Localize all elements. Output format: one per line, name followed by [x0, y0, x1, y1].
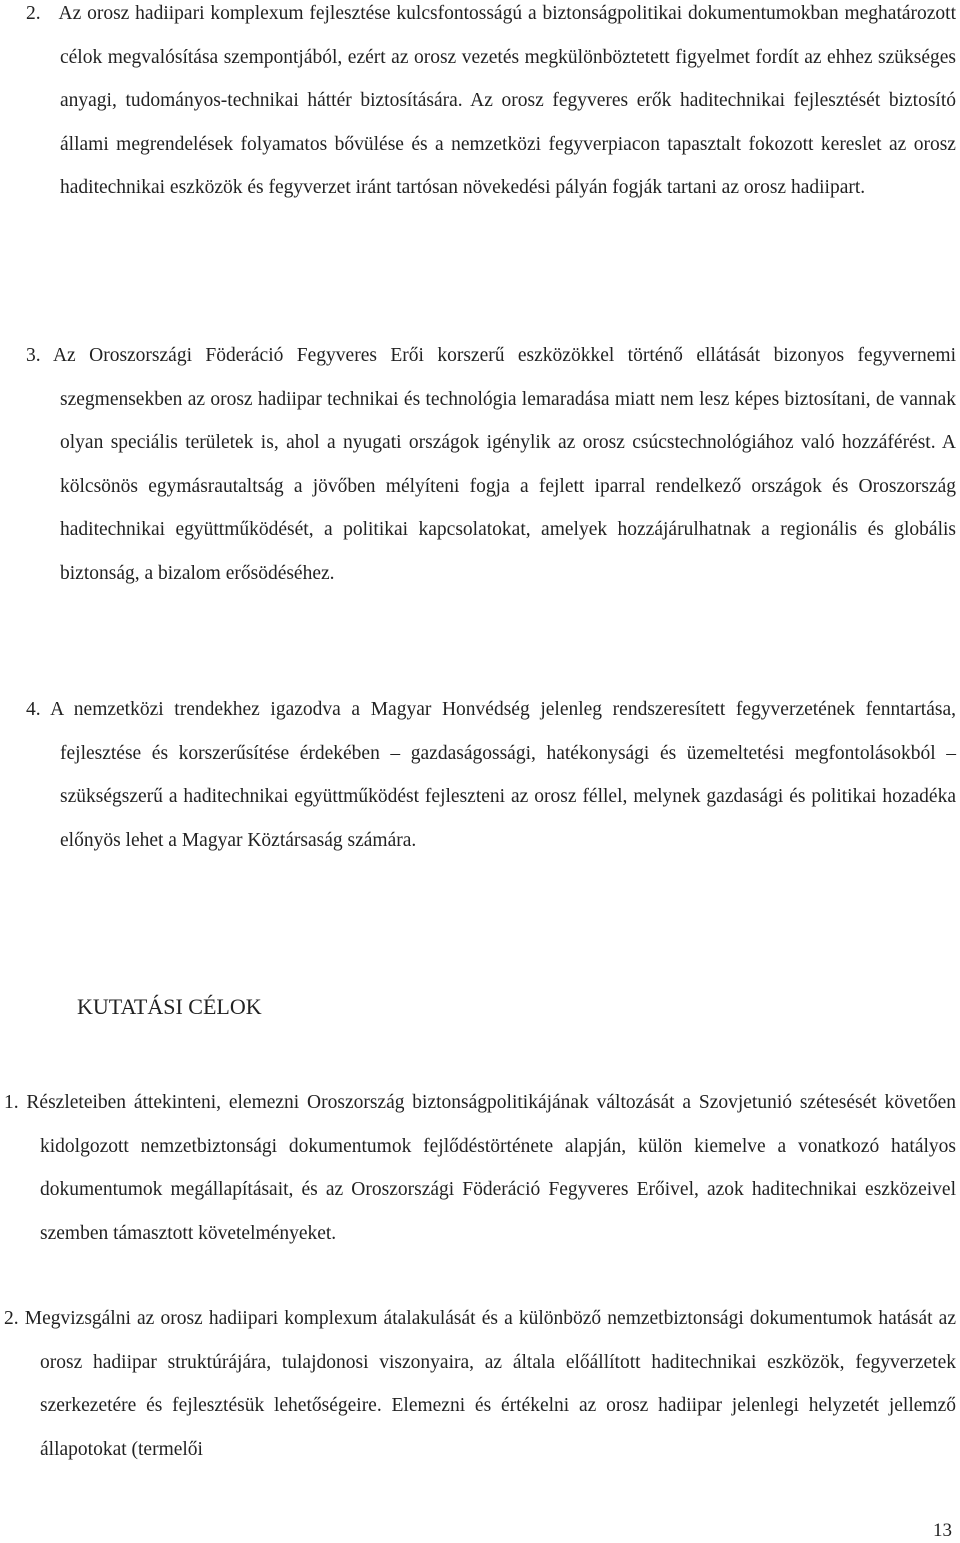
bold-phrase: külön kiemelve	[637, 1135, 766, 1157]
section-heading: KUTATÁSI CÉLOK	[77, 994, 262, 1019]
page-number: 13	[933, 1520, 952, 1541]
bold-phrase: Az orosz hadiipari komplexum fejlesztése kulcsfontosságú	[58, 3, 523, 24]
text-run: a vonatkozó hatályos dokumentumok megállapításait, és az Oroszországi Föderáció Fegyveres Erőivel, azok haditechnikai eszközeivel szemben támasztott követelményeket.	[40, 1135, 956, 1244]
text-run: .	[860, 177, 866, 198]
paragraph-3	[26, 334, 956, 595]
bold-phrase: a regionális és globális biztonság, a bizalom erősödéséhez.	[60, 519, 956, 584]
text-run: folyamatos bővülése és a	[233, 133, 452, 155]
text-run: az orosz hadiipar jelenlegi helyzetét jellemző állapotokat (termelői	[40, 1395, 956, 1460]
text-run: – gazdaságossági, hatékonysági és üzemeltetési megfontolásokból –	[379, 742, 957, 764]
paragraph-2	[26, 0, 956, 210]
text-run: melynek gazdasági és politikai hozadéka előnyös lehet a Magyar Köztársaság számára.	[60, 786, 956, 851]
bold-phrase: Elemezni	[391, 1395, 466, 1416]
bold-phrase: A kölcsönös egymásrautaltság a jövőben mélyíteni fogja a fejlett iparral rendelkező országok és Oroszország haditechnikai együttműködését,	[60, 432, 956, 540]
goal-number: 2.	[4, 1308, 19, 1329]
goal-number: 1.	[4, 1092, 19, 1113]
paragraph-number: 4.	[26, 699, 41, 720]
text-run: Oroszország biztonságpolitikájának változását a Szovjetunió szétesését követően kidolgozott nemzetbiztonsági dokumentumok fejlődéstörténete alapján,	[40, 1092, 956, 1157]
goal-2	[4, 1297, 956, 1471]
text-run: a biztonságpolitikai dokumentumokban meghatározott célok megvalósítása szempontjából, ezért az orosz vezetés megkülönböztetett figyelmet fordít az ehhez szükséges anyagi, tudományos-technikai háttér biztosítására. Az orosz fegyveres erők haditechnikai fejlesztését biztosító	[60, 3, 956, 111]
text-run: Részleteiben	[18, 1092, 134, 1113]
text-run: az orosz haditechnikai eszközök és fegyverzet iránt	[60, 133, 956, 198]
paragraph-number: 2.	[26, 3, 41, 24]
text-run: A nemzetközi trendekhez igazodva a	[40, 699, 371, 720]
text-run: az orosz hadiipari komplexum átalakulását és a különböző nemzetbiztonsági dokumentumok hatását az orosz hadiipar struktúrájára, tulajdonosi viszonyaira, az általa előállított haditechnikai eszközök, fegyverzetek szerkezetére és fejlesztésük lehetőségeire.	[40, 1308, 956, 1416]
text-run: és	[465, 1395, 501, 1416]
bold-phrase: hozzájárulhat	[617, 519, 723, 540]
bold-phrase: állami megrendelések	[60, 133, 234, 155]
text-run: nak	[722, 519, 762, 540]
bold-phrase: Magyar Honvédség jelenleg rendszeresített fegyverzetének fenntartása, fejlesztése és korszerűsítése érdekében	[60, 699, 957, 764]
text-run: Az Oroszországi Föderáció Fegyveres Erői korszerű eszközökkel történő ellátását bizonyos fegyvernemi szegmensekben az orosz hadiipar technikai és technológia lemaradása miatt nem lesz képes biztosítani, de vannak olyan speciális területek is, ahol a nyugati országok igénylik az orosz csúcstechnológiához való hozzáférést.	[40, 345, 956, 453]
bold-phrase: nemzetközi fegyverpiacon tapasztalt fokozott kereslet	[451, 133, 882, 155]
bold-phrase: tartósan növekedési pályán fogják tartani az orosz hadiipart	[396, 177, 861, 198]
paragraph-number: 3.	[26, 345, 41, 366]
bold-phrase: áttekinteni, elemezni	[133, 1092, 300, 1113]
bold-phrase: szükségszerű a haditechnikai együttműködést fejleszteni az orosz féllel,	[60, 786, 628, 807]
bold-phrase: értékelni	[500, 1395, 570, 1416]
text-run: a politikai kapcsolatokat, amelyek	[313, 519, 618, 540]
goal-1	[4, 1081, 956, 1255]
paragraph-4	[26, 688, 956, 862]
bold-phrase: Megvizsgálni	[18, 1308, 131, 1329]
